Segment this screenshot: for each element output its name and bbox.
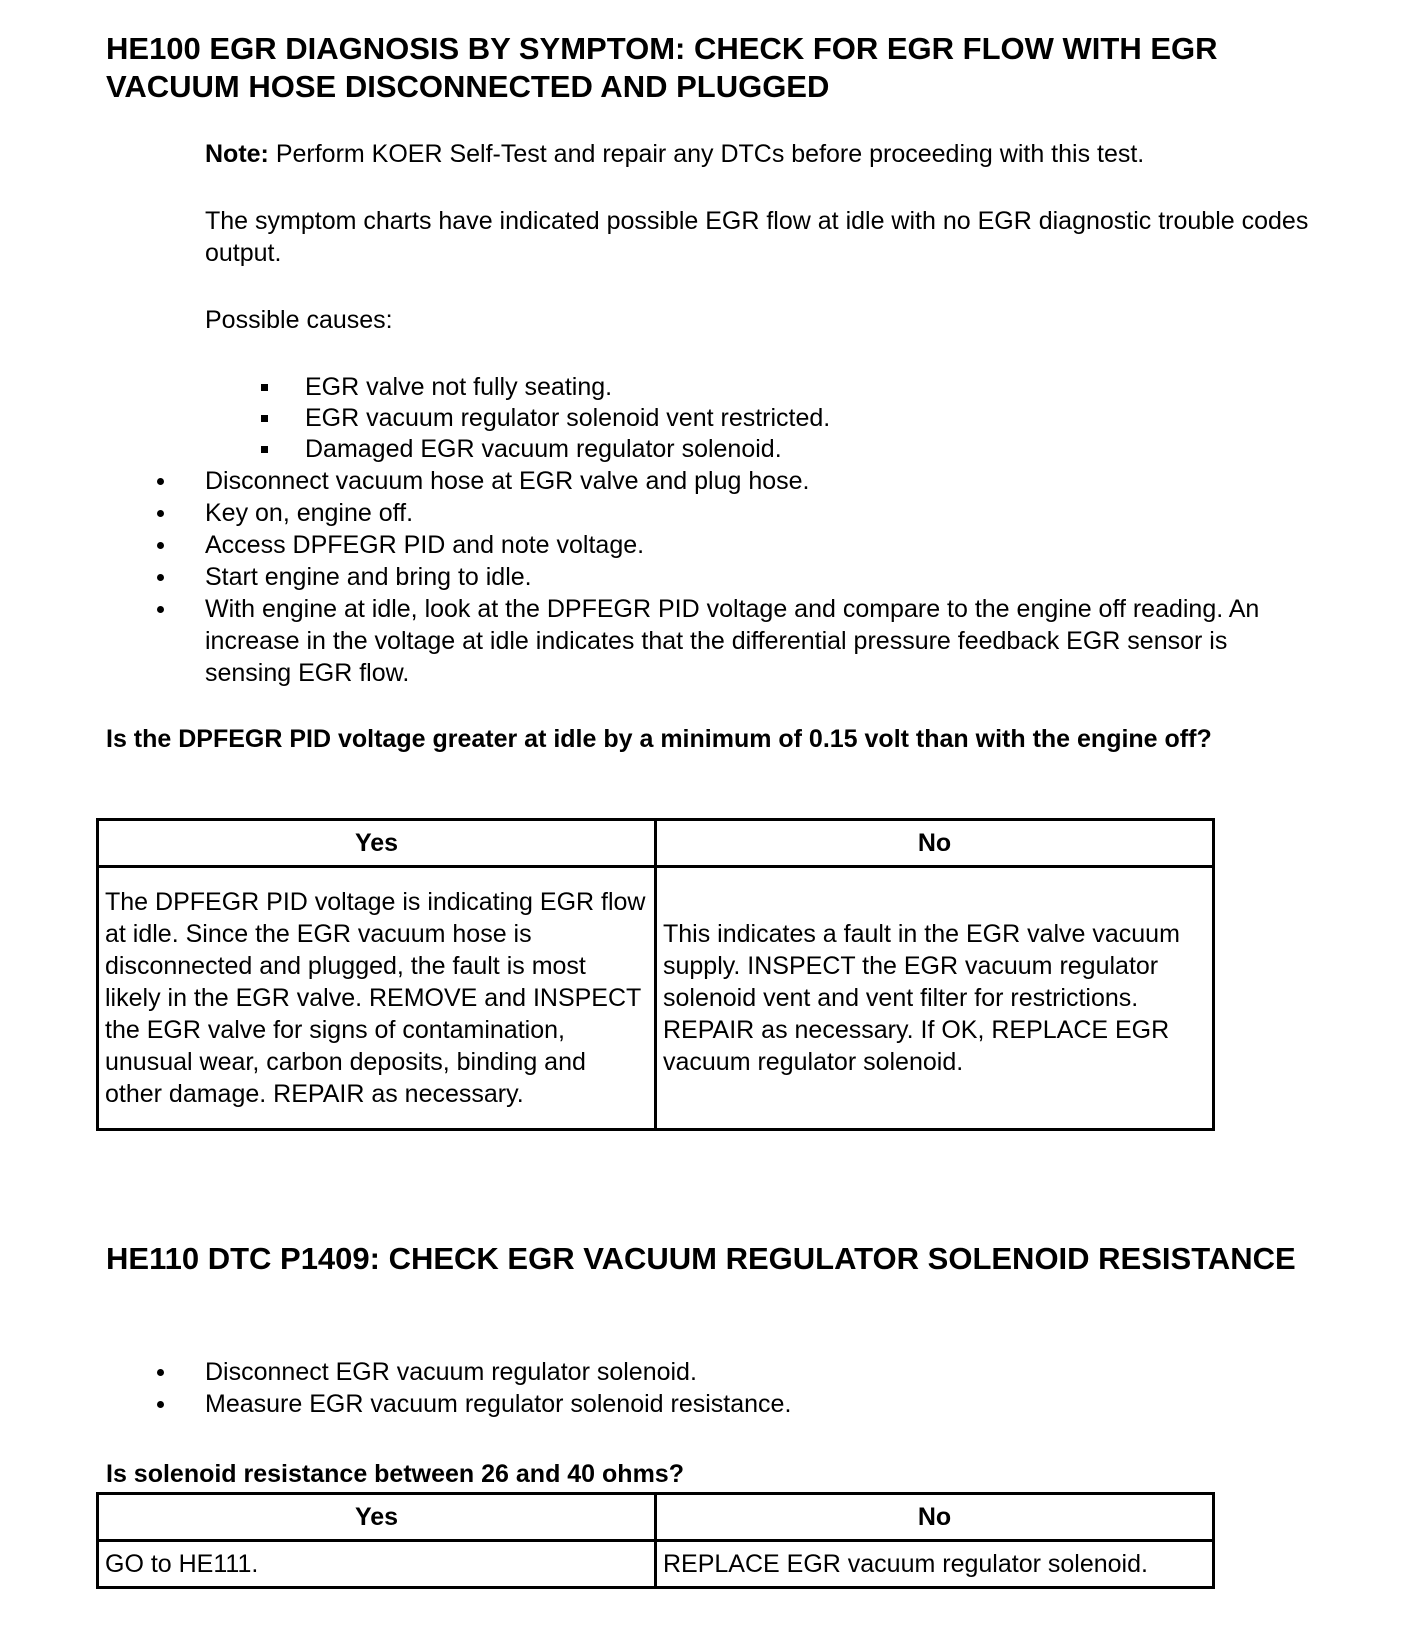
he100-causes-label: Possible causes:: [205, 306, 393, 334]
step-item: Access DPFEGR PID and note voltage.: [0, 529, 1315, 561]
yes-header: Yes: [98, 820, 656, 867]
he110-question: Is solenoid resistance between 26 and 40 ohms?: [106, 1460, 684, 1488]
no-header: No: [656, 1494, 1214, 1541]
he100-heading: HE100 EGR DIAGNOSIS BY SYMPTOM: CHECK FOR EGR FLOW WITH EGR VACUUM HOSE DISCONNECTED AND PLUGGED: [106, 31, 1218, 104]
he100-intro: The symptom charts have indicated possible EGR flow at idle with no EGR diagnostic trouble codes output.: [205, 207, 1309, 267]
he110-steps-list: [0, 1356, 1315, 1420]
he110-result-table: [96, 1492, 1215, 1589]
no-cell: This indicates a fault in the EGR valve vacuum supply. INSPECT the EGR vacuum regulator solenoid vent and vent filter for restrictions. REPAIR as necessary. If OK, REPLACE EGR vacuum regulator solenoid.: [656, 867, 1214, 1130]
cause-item: EGR valve not fully seating.: [0, 372, 830, 403]
he100-note: [205, 138, 1315, 170]
note-label: Note:: [205, 140, 269, 168]
he100-steps-list: [0, 465, 1315, 689]
table-header-row: [98, 1494, 1214, 1541]
note-text: Perform KOER Self-Test and repair any DTCs before proceeding with this test.: [268, 140, 1145, 168]
step-item: With engine at idle, look at the DPFEGR PID voltage and compare to the engine off reading. An increase in the voltage at idle indicates that the differential pressure feedback EGR sensor is sensing EGR flow.: [0, 593, 1315, 689]
step-item: Disconnect vacuum hose at EGR valve and plug hose.: [0, 465, 1315, 497]
step-item: Disconnect EGR vacuum regulator solenoid.: [0, 1356, 1315, 1388]
no-cell: REPLACE EGR vacuum regulator solenoid.: [656, 1541, 1214, 1588]
cause-item: EGR vacuum regulator solenoid vent restricted.: [0, 403, 830, 434]
table-row: [98, 867, 1214, 1130]
step-item: Key on, engine off.: [0, 497, 1315, 529]
he100-question: Is the DPFEGR PID voltage greater at idle by a minimum of 0.15 volt than with the engine off?: [106, 725, 1212, 753]
yes-cell: The DPFEGR PID voltage is indicating EGR flow at idle. Since the EGR vacuum hose is disconnected and plugged, the fault is most likely in the EGR valve. REMOVE and INSPECT the EGR valve for signs of contamination, unusual wear, carbon deposits, binding and other damage. REPAIR as necessary.: [98, 867, 656, 1130]
he100-result-table: [96, 818, 1215, 1131]
step-item: Start engine and bring to idle.: [0, 561, 1315, 593]
yes-header: Yes: [98, 1494, 656, 1541]
step-item: Measure EGR vacuum regulator solenoid resistance.: [0, 1388, 1315, 1420]
table-header-row: [98, 820, 1214, 867]
no-header: No: [656, 820, 1214, 867]
he100-causes-list: [0, 372, 830, 465]
yes-cell: GO to HE111.: [98, 1541, 656, 1588]
table-row: [98, 1541, 1214, 1588]
cause-item: Damaged EGR vacuum regulator solenoid.: [0, 434, 830, 465]
he110-heading: HE110 DTC P1409: CHECK EGR VACUUM REGULATOR SOLENOID RESISTANCE: [106, 1241, 1296, 1276]
